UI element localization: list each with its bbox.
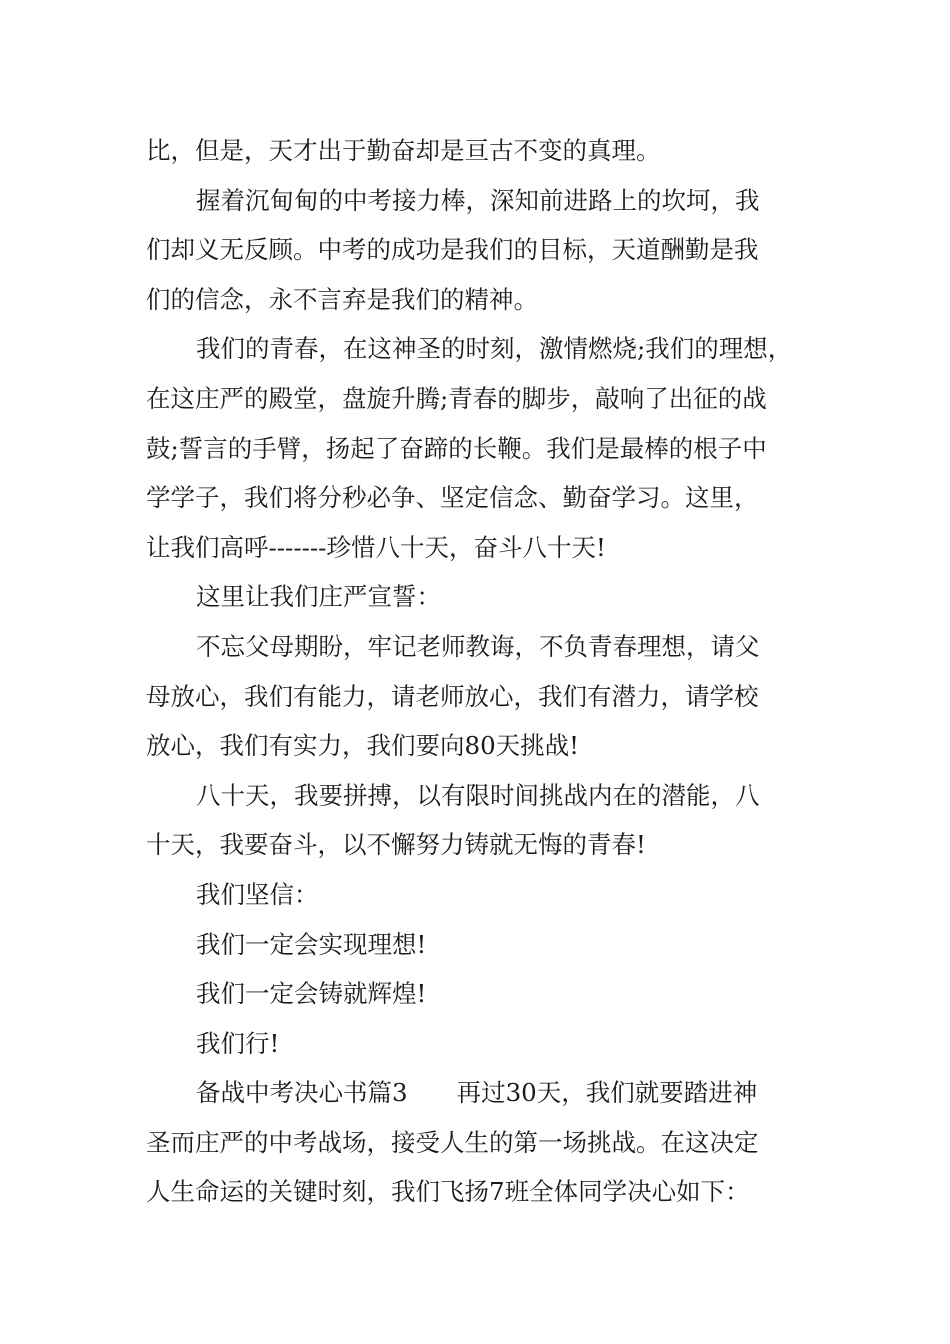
text-line: 不忘父母期盼，牢记老师教诲，不负青春理想，请父 — [196, 631, 760, 661]
text-line: 十天，我要奋斗，以不懈努力铸就无悔的青春! — [146, 830, 646, 860]
text-line: 我们的青春，在这神圣的时刻，激情燃烧;我们的理想， — [196, 334, 793, 364]
text-line: 放心，我们有实力，我们要向80天挑战! — [146, 731, 580, 761]
document-body — [146, 126, 812, 1217]
text-line: 握着沉甸甸的中考接力棒，深知前进路上的坎坷，我 — [196, 185, 760, 215]
text-line: 人生命运的关键时刻，我们飞扬7班全体同学决心如下： — [146, 1177, 750, 1207]
text-line: 八十天，我要拼搏，以有限时间挑战内在的潜能，八 — [196, 780, 760, 810]
text-line: 学学子，我们将分秒必争、坚定信念、勤奋学习。这里， — [146, 483, 759, 513]
text-line: 母放心，我们有能力，请老师放心，我们有潜力，请学校 — [146, 681, 759, 711]
text-line: 我们一定会实现理想! — [196, 929, 427, 959]
text-line: 这里让我们庄严宣誓： — [196, 582, 441, 612]
text-line: 我们行! — [196, 1028, 280, 1058]
text-line: 我们坚信： — [196, 879, 319, 909]
text-line: 比，但是，天才出于勤奋却是亘古不变的真理。 — [146, 136, 661, 165]
text-line: 让我们高呼-------珍惜八十天，奋斗八十天! — [146, 532, 606, 562]
text-line: 备战中考决心书篇3 再过30天，我们就要踏进神 — [196, 1078, 758, 1108]
text-line: 鼓;誓言的手臂，扬起了奋蹄的长鞭。我们是最棒的根子中 — [146, 433, 767, 463]
text-line: 们却义无反顾。中考的成功是我们的目标，天道酬勤是我 — [146, 235, 759, 265]
text-line: 圣而庄严的中考战场，接受人生的第一场挑战。在这决定 — [146, 1127, 759, 1157]
text-line: 我们一定会铸就辉煌! — [196, 979, 427, 1009]
text-line: 在这庄严的殿堂，盘旋升腾;青春的脚步，敲响了出征的战 — [146, 383, 767, 413]
text-line: 们的信念，永不言弃是我们的精神。 — [146, 284, 538, 314]
